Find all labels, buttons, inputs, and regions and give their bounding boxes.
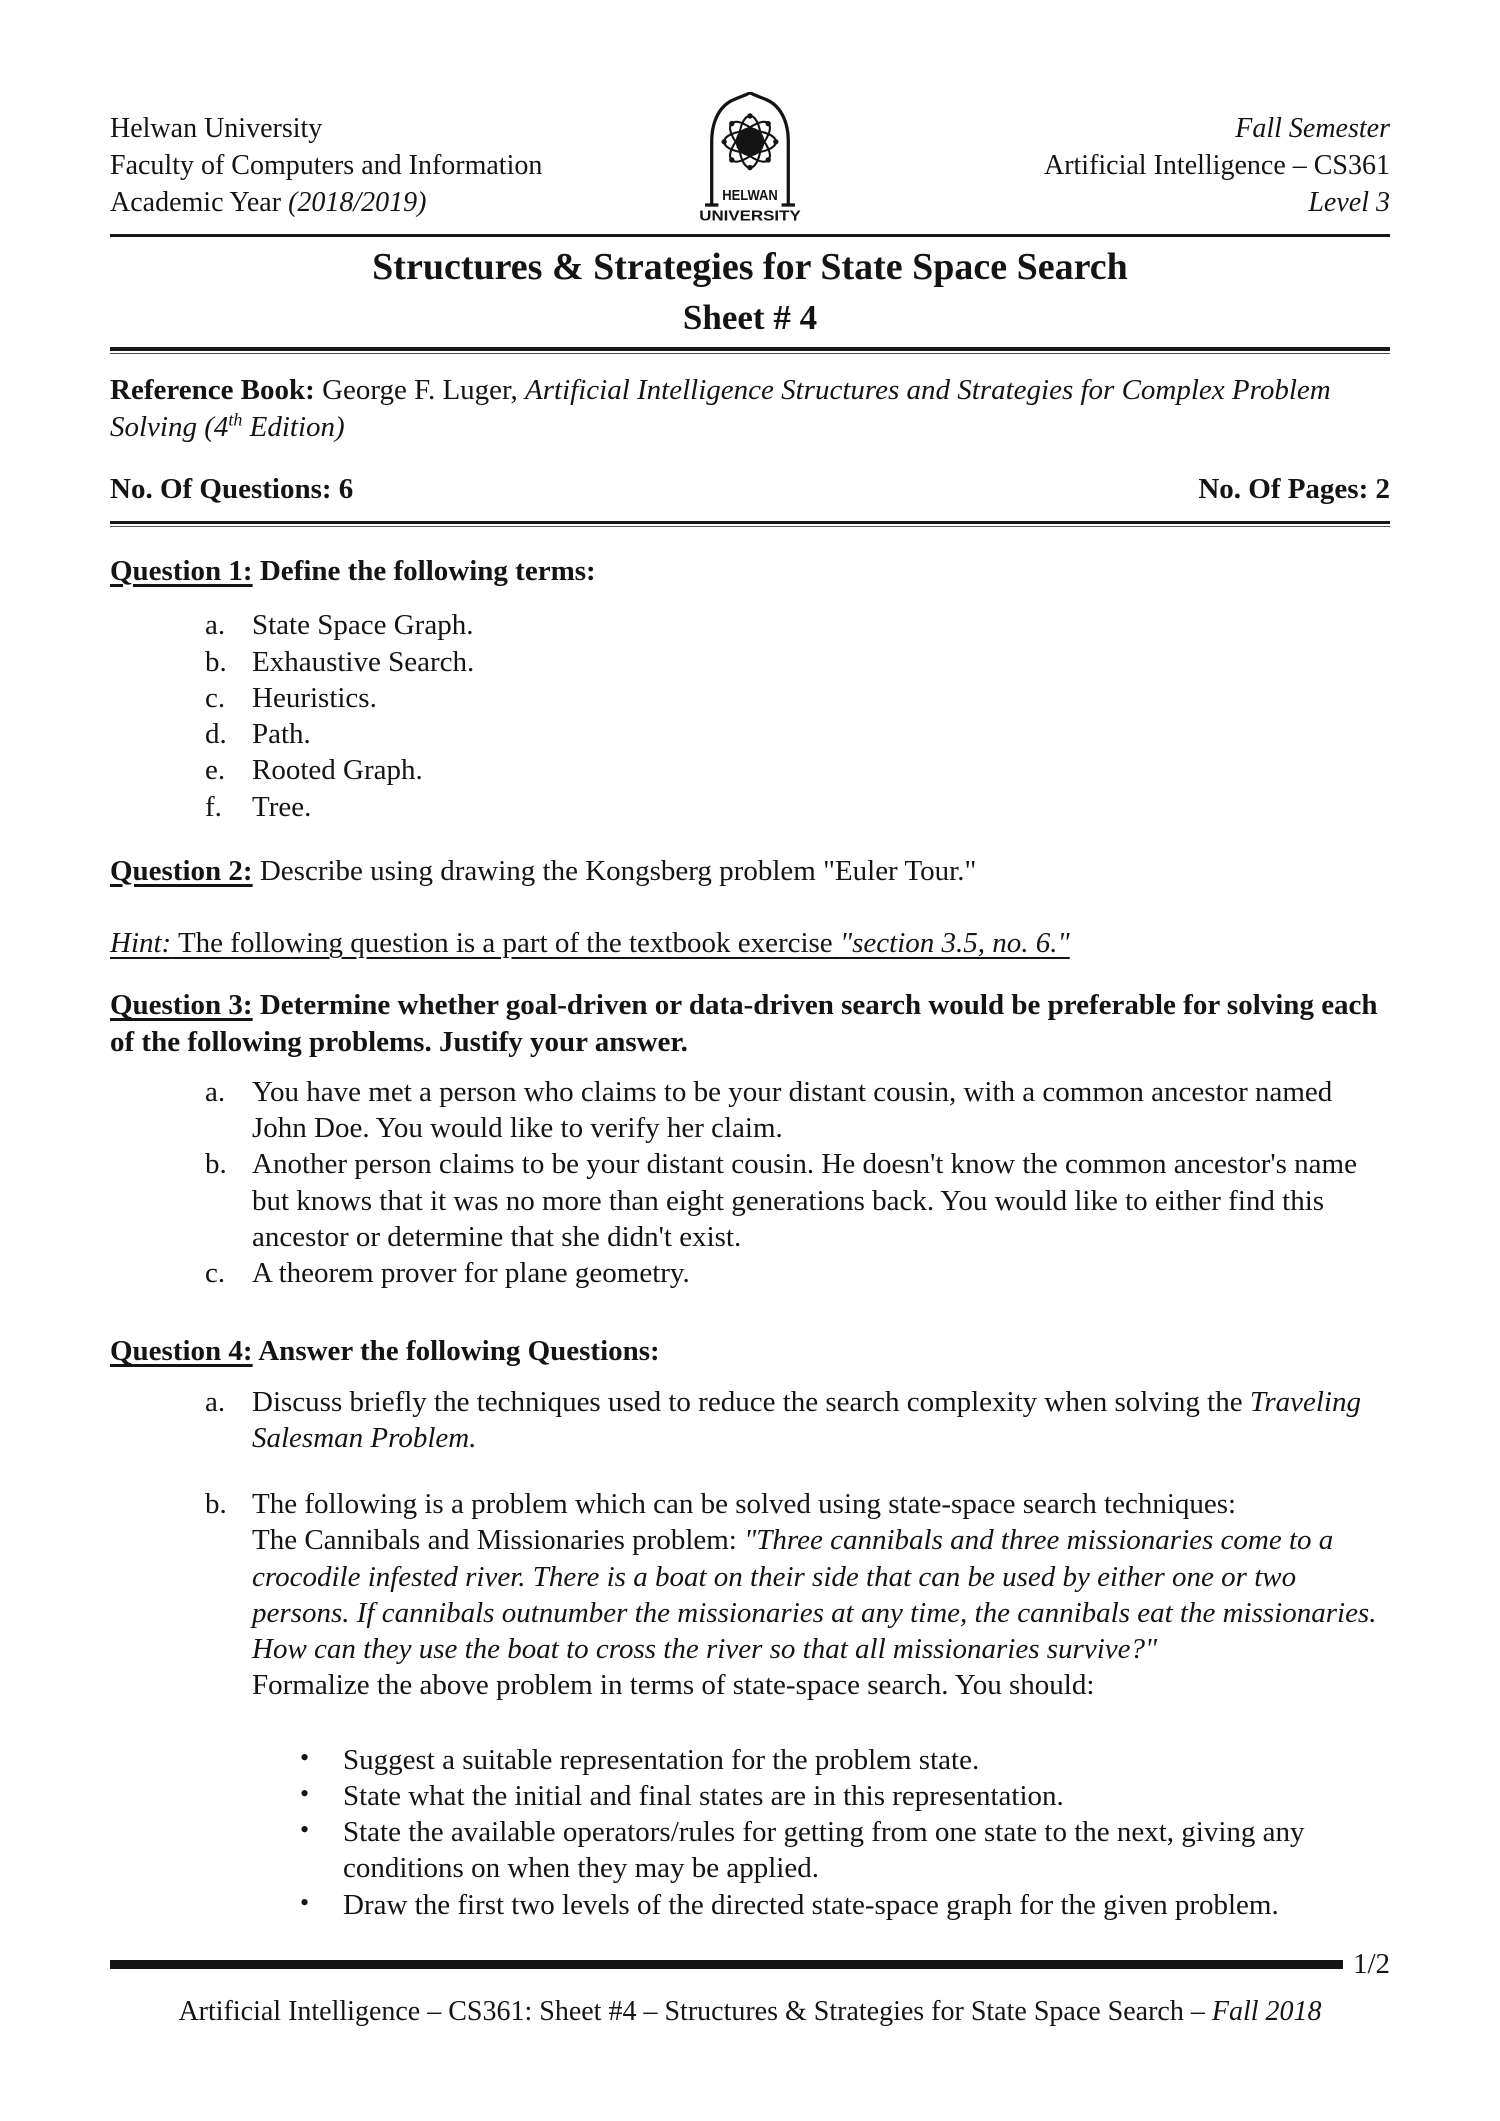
list-item: c. Heuristics. [205, 681, 377, 714]
list-item: d. Path. [205, 718, 311, 750]
q4-item-a: a. Discuss briefly the techniques used to reduce the search complexity when solving the Traveling Salesman Problem. [205, 1385, 1361, 1454]
footer-text: Artificial Intelligence – CS361: Sheet #4 – Structures & Strategies for State Space Search – Fall 2018 [178, 1996, 1322, 2028]
list-item: a. You have met a person who claims to be your distant cousin, with a common ancestor named John Doe. You would like to verify her claim. [205, 1075, 1333, 1144]
page-footer [110, 1946, 1390, 2029]
q4-item-b-formalize: Formalize the above problem in terms of state-space search. You should: [252, 1669, 1095, 1702]
hint-label: Hint: [110, 927, 172, 959]
header-left [110, 111, 678, 222]
level: Level 3 [1308, 187, 1390, 219]
semester: Fall Semester [1235, 113, 1390, 145]
faculty-name: Faculty of Computers and Information [110, 150, 543, 182]
helwan-university-logo [678, 92, 822, 226]
document-title-block [110, 244, 1390, 339]
q4-item-b: b. The following is a problem which can be solved using state-space search techniques: The Cannibals and Missionaries problem: "Three cannibals and three missionaries come to a crocodile infested river. There is a boat on their side that can be used by either one or two persons. If cannibals outnumber the missionaries at any time, the cannibals eat the missionaries. How can they use the boat to cross the river so that all missionaries survive?" Formalize the above problem in terms of state-space search. You should: [205, 1486, 1390, 1704]
logo-text-university: UNIVERSITY [699, 208, 801, 225]
question-3-label: Question 3: [110, 989, 253, 1022]
hint-line: Hint: The following question is a part of the textbook exercise "section 3.5, no. 6." [110, 927, 1070, 959]
question-3-heading: Question 3: Determine whether goal-driven or data-driven search would be preferable for solving each of the following problems. Justify your answer. [110, 989, 1378, 1058]
bullet-list [110, 1742, 1390, 1923]
question-4-label: Question 4: [110, 1335, 253, 1368]
question-1-label: Question 1: [110, 555, 253, 587]
list-item: e. Rooted Graph. [205, 754, 423, 787]
sheet-number: Sheet # 4 [682, 297, 818, 337]
questions-count: No. Of Questions: 6 [110, 472, 354, 505]
page-header [110, 0, 1390, 225]
university-name: Helwan University [110, 113, 323, 145]
question-2-heading: Question 2: Describe using drawing the Kongsberg problem "Euler Tour." [110, 854, 977, 887]
q4-item-b-problem: The Cannibals and Missionaries problem: "Three cannibals and three missionaries come to a crocodile infested river. There is a boat on their side that can be used by either one or two persons. If cannibals outnumber the missionaries at any time, the cannibals eat the missionaries. How can they use the boat to cross the river so that all missionaries survive?" [252, 1524, 1377, 1665]
reference-title: Artificial Intelligence Structures and Strategies for Complex Problem Solving (4 [110, 374, 1331, 443]
list-item: b. Another person claims to be your distant cousin. He doesn't know the common ancestor's name but knows that it was no more than eight generations back. You would like to either find this ancestor or determine that she didn't exist. [205, 1148, 1357, 1253]
list-item: a. State Space Graph. [205, 609, 474, 642]
bullet-item: • Suggest a suitable representation for the problem state. [300, 1742, 980, 1776]
question-2-label: Question 2: [110, 854, 253, 887]
list-item: f. Tree. [205, 790, 312, 823]
pages-count: No. Of Pages: 2 [1198, 472, 1390, 505]
meta-divider [110, 521, 1390, 527]
list-item: c. A theorem prover for plane geometry. [205, 1257, 690, 1289]
academic-year: Academic Year (2018/2019) [110, 187, 427, 219]
footer-rule [110, 1946, 1390, 1982]
question-4-heading: Question 4: Answer the following Questions: [110, 1335, 660, 1368]
reference-author: George F. Luger, [314, 374, 526, 407]
q4-item-b-line1: The following is a problem which can be solved using state-space search techniques: [252, 1488, 1237, 1520]
bullet-item: • Draw the first two levels of the directed state-space graph for the given problem. [300, 1887, 1279, 1921]
reference-label: Reference Book: [110, 374, 315, 407]
reference-edition-sup: th [228, 408, 243, 429]
title-divider [110, 347, 1390, 354]
hint-reference: "section 3.5, no. 6." [839, 927, 1070, 959]
university-logo-icon [678, 92, 822, 226]
page-title: Structures & Strategies for State Space Search [372, 246, 1128, 288]
reference-edition: Edition) [242, 410, 345, 443]
header-right [822, 111, 1390, 222]
question-4-list [110, 1384, 1390, 1704]
bullet-item: • State the available operators/rules for getting from one state to the next, giving any conditions on when they may be applied. [300, 1815, 1305, 1885]
question-3-list [110, 1074, 1390, 1292]
question-1-list [110, 607, 1390, 825]
list-item: b. Exhaustive Search. [205, 645, 475, 678]
page-number: 1/2 [1352, 1948, 1390, 1980]
footer-bar [110, 1960, 1343, 1969]
header-divider [110, 234, 1390, 237]
question-1-heading: Question 1: Define the following terms: [110, 555, 596, 587]
logo-text-helwan: HELWAN [722, 188, 778, 205]
course-name: Artificial Intelligence – CS361 [1043, 150, 1390, 182]
atom-nucleus [736, 127, 765, 156]
bullet-item: • State what the initial and final states are in this representation. [300, 1778, 1064, 1812]
reference-book [110, 372, 1390, 445]
meta-row [110, 471, 1390, 507]
